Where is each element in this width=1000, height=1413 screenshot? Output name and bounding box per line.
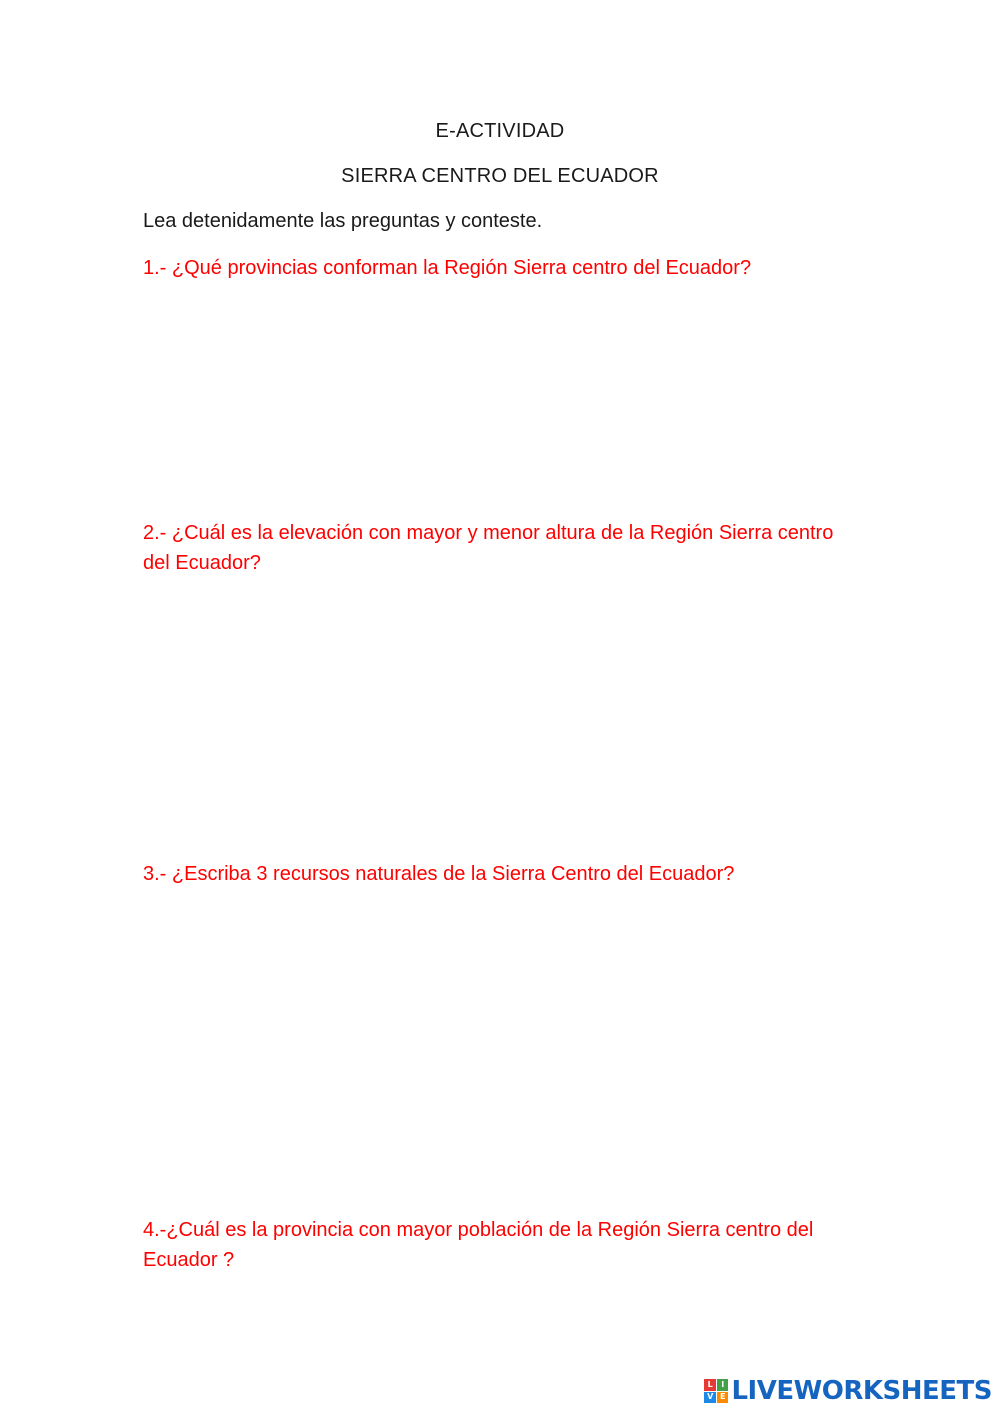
worksheet-title: E-ACTIVIDAD: [435, 120, 565, 142]
question-1: 1.- ¿Qué provincias conforman la Región Sierra centro del Ecuador?: [143, 257, 752, 279]
logo-letter-l: L: [704, 1379, 716, 1391]
liveworksheets-wordmark: LIVEWORKSHEETS: [731, 1376, 992, 1406]
liveworksheets-logo-icon: [704, 1379, 728, 1403]
answer-area-2[interactable]: [143, 590, 858, 840]
instructions-text: Lea detenidamente las preguntas y conteste.: [143, 210, 543, 232]
answer-area-1[interactable]: [143, 300, 858, 500]
liveworksheets-brand[interactable]: [704, 1373, 992, 1409]
worksheet-subtitle: SIERRA CENTRO DEL ECUADOR: [341, 165, 659, 187]
question-2: 2.- ¿Cuál es la elevación con mayor y menor altura de la Región Sierra centro del Ecuador?: [143, 522, 834, 574]
logo-letter-i: I: [717, 1379, 729, 1391]
question-4: 4.-¿Cuál es la provincia con mayor población de la Región Sierra centro del Ecuador ?: [143, 1219, 814, 1271]
answer-area-4[interactable]: [143, 1285, 858, 1365]
logo-letter-e: E: [717, 1392, 729, 1404]
question-3: 3.- ¿Escriba 3 recursos naturales de la Sierra Centro del Ecuador?: [143, 863, 735, 885]
logo-letter-v: V: [704, 1392, 716, 1404]
answer-area-3[interactable]: [143, 905, 858, 1195]
